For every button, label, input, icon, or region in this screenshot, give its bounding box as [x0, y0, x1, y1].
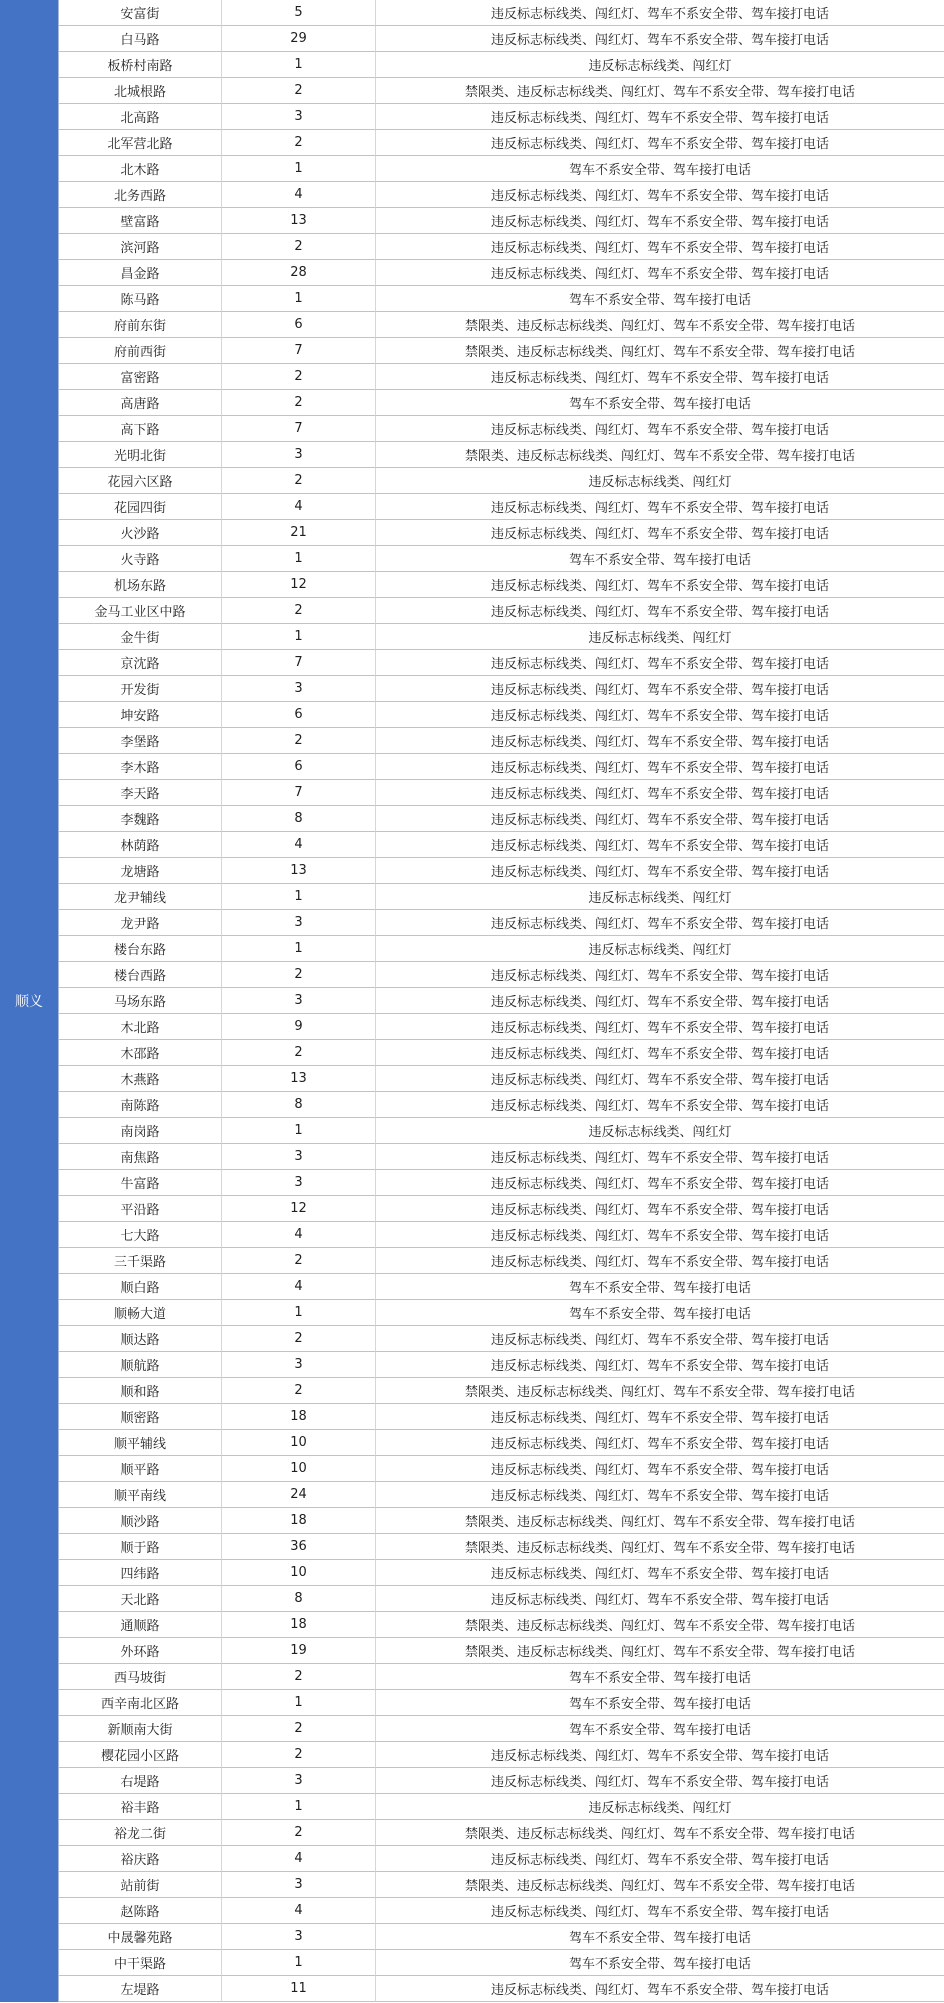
violation-count-cell: 8: [222, 806, 376, 832]
road-name-cell: 金马工业区中路: [59, 598, 222, 624]
violation-types-cell: 驾车不系安全带、驾车接打电话: [376, 1924, 944, 1950]
violation-count-cell: 1: [222, 1950, 376, 1976]
violation-types-cell: 违反标志标线类、闯红灯、驾车不系安全带、驾车接打电话: [376, 1092, 944, 1118]
violation-count-cell: 10: [222, 1456, 376, 1482]
road-name-cell: 顺于路: [59, 1534, 222, 1560]
violation-count-cell: 2: [222, 364, 376, 390]
road-name-cell: 龙尹辅线: [59, 884, 222, 910]
violation-types-cell: 禁限类、违反标志标线类、闯红灯、驾车不系安全带、驾车接打电话: [376, 312, 944, 338]
road-name-cell: 顺和路: [59, 1378, 222, 1404]
violation-count-cell: 4: [222, 1274, 376, 1300]
road-name-cell: 光明北街: [59, 442, 222, 468]
violation-count-cell: 2: [222, 1820, 376, 1846]
violation-count-cell: 1: [222, 52, 376, 78]
violation-types-cell: 违反标志标线类、闯红灯、驾车不系安全带、驾车接打电话: [376, 858, 944, 884]
road-name-cell: 白马路: [59, 26, 222, 52]
violation-count-cell: 8: [222, 1092, 376, 1118]
road-name-cell: 花园六区路: [59, 468, 222, 494]
violation-count-cell: 1: [222, 1300, 376, 1326]
violation-types-cell: 违反标志标线类、闯红灯、驾车不系安全带、驾车接打电话: [376, 806, 944, 832]
violation-count-cell: 1: [222, 884, 376, 910]
violation-count-cell: 2: [222, 1326, 376, 1352]
road-name-cell: 顺密路: [59, 1404, 222, 1430]
road-name-cell: 北军营北路: [59, 130, 222, 156]
violation-types-cell: 违反标志标线类、闯红灯、驾车不系安全带、驾车接打电话: [376, 702, 944, 728]
violation-count-cell: 3: [222, 442, 376, 468]
violation-types-cell: 违反标志标线类、闯红灯、驾车不系安全带、驾车接打电话: [376, 1742, 944, 1768]
violation-types-cell: 违反标志标线类、闯红灯: [376, 624, 944, 650]
violation-count-cell: 24: [222, 1482, 376, 1508]
road-name-cell: 板桥村南路: [59, 52, 222, 78]
road-name-cell: 右堤路: [59, 1768, 222, 1794]
violation-count-cell: 7: [222, 650, 376, 676]
district-cell: 顺义: [0, 0, 59, 2002]
road-name-cell: 李堡路: [59, 728, 222, 754]
road-name-cell: 李天路: [59, 780, 222, 806]
violation-count-cell: 6: [222, 754, 376, 780]
violation-types-cell: 违反标志标线类、闯红灯、驾车不系安全带、驾车接打电话: [376, 1976, 944, 2002]
violation-types-cell: 驾车不系安全带、驾车接打电话: [376, 1950, 944, 1976]
violation-count-cell: 4: [222, 494, 376, 520]
violation-types-cell: 违反标志标线类、闯红灯、驾车不系安全带、驾车接打电话: [376, 1040, 944, 1066]
road-name-cell: 南岗路: [59, 1118, 222, 1144]
violation-types-cell: 禁限类、违反标志标线类、闯红灯、驾车不系安全带、驾车接打电话: [376, 1612, 944, 1638]
road-name-cell: 安富街: [59, 0, 222, 26]
violation-count-cell: 6: [222, 702, 376, 728]
violation-count-cell: 1: [222, 624, 376, 650]
violation-types-cell: 违反标志标线类、闯红灯、驾车不系安全带、驾车接打电话: [376, 104, 944, 130]
road-name-cell: 顺白路: [59, 1274, 222, 1300]
violation-count-cell: 1: [222, 286, 376, 312]
violation-types-cell: 违反标志标线类、闯红灯、驾车不系安全带、驾车接打电话: [376, 208, 944, 234]
violation-types-cell: 驾车不系安全带、驾车接打电话: [376, 1274, 944, 1300]
road-name-cell: 林荫路: [59, 832, 222, 858]
road-name-cell: 李魏路: [59, 806, 222, 832]
road-name-cell: 机场东路: [59, 572, 222, 598]
violation-count-cell: 2: [222, 390, 376, 416]
road-name-cell: 坤安路: [59, 702, 222, 728]
violation-types-cell: 禁限类、违反标志标线类、闯红灯、驾车不系安全带、驾车接打电话: [376, 442, 944, 468]
road-name-cell: 府前东街: [59, 312, 222, 338]
violation-count-cell: 13: [222, 208, 376, 234]
violation-count-cell: 2: [222, 234, 376, 260]
road-name-cell: 中干渠路: [59, 1950, 222, 1976]
road-name-cell: 李木路: [59, 754, 222, 780]
road-name-cell: 壁富路: [59, 208, 222, 234]
road-name-cell: 楼台西路: [59, 962, 222, 988]
violation-count-cell: 1: [222, 156, 376, 182]
violation-types-cell: 禁限类、违反标志标线类、闯红灯、驾车不系安全带、驾车接打电话: [376, 1378, 944, 1404]
violation-types-cell: 违反标志标线类、闯红灯: [376, 468, 944, 494]
road-name-cell: 顺平路: [59, 1456, 222, 1482]
road-name-cell: 顺沙路: [59, 1508, 222, 1534]
violation-types-cell: 违反标志标线类、闯红灯、驾车不系安全带、驾车接打电话: [376, 754, 944, 780]
violation-types-cell: 禁限类、违反标志标线类、闯红灯、驾车不系安全带、驾车接打电话: [376, 1534, 944, 1560]
violation-types-cell: 违反标志标线类、闯红灯、驾车不系安全带、驾车接打电话: [376, 26, 944, 52]
violation-types-cell: 违反标志标线类、闯红灯: [376, 936, 944, 962]
violation-count-cell: 2: [222, 1248, 376, 1274]
violation-types-cell: 禁限类、违反标志标线类、闯红灯、驾车不系安全带、驾车接打电话: [376, 338, 944, 364]
violation-count-cell: 36: [222, 1534, 376, 1560]
violation-count-cell: 2: [222, 1664, 376, 1690]
road-name-cell: 左堤路: [59, 1976, 222, 2002]
violation-count-cell: 3: [222, 1768, 376, 1794]
violation-count-cell: 3: [222, 1924, 376, 1950]
road-name-cell: 高下路: [59, 416, 222, 442]
road-name-cell: 顺畅大道: [59, 1300, 222, 1326]
violation-types-cell: 驾车不系安全带、驾车接打电话: [376, 1690, 944, 1716]
violation-count-cell: 28: [222, 260, 376, 286]
violation-count-cell: 11: [222, 1976, 376, 2002]
violation-types-cell: 违反标志标线类、闯红灯、驾车不系安全带、驾车接打电话: [376, 1222, 944, 1248]
road-name-cell: 顺平辅线: [59, 1430, 222, 1456]
road-name-cell: 金牛街: [59, 624, 222, 650]
violation-types-cell: 违反标志标线类、闯红灯、驾车不系安全带、驾车接打电话: [376, 598, 944, 624]
violation-types-cell: 违反标志标线类、闯红灯、驾车不系安全带、驾车接打电话: [376, 1404, 944, 1430]
violation-count-cell: 2: [222, 1716, 376, 1742]
road-name-cell: 府前西街: [59, 338, 222, 364]
violation-count-cell: 5: [222, 0, 376, 26]
road-name-cell: 富密路: [59, 364, 222, 390]
road-name-cell: 木北路: [59, 1014, 222, 1040]
violation-count-cell: 7: [222, 338, 376, 364]
violation-types-cell: 违反标志标线类、闯红灯、驾车不系安全带、驾车接打电话: [376, 182, 944, 208]
violation-count-cell: 1: [222, 1118, 376, 1144]
violation-types-cell: 禁限类、违反标志标线类、闯红灯、驾车不系安全带、驾车接打电话: [376, 1508, 944, 1534]
road-name-cell: 滨河路: [59, 234, 222, 260]
violation-count-cell: 10: [222, 1430, 376, 1456]
road-name-cell: 龙塘路: [59, 858, 222, 884]
violation-types-cell: 驾车不系安全带、驾车接打电话: [376, 1300, 944, 1326]
violation-types-cell: 违反标志标线类、闯红灯: [376, 1794, 944, 1820]
violation-types-cell: 违反标志标线类、闯红灯: [376, 52, 944, 78]
violation-count-cell: 2: [222, 468, 376, 494]
road-name-cell: 平沿路: [59, 1196, 222, 1222]
road-name-cell: 高唐路: [59, 390, 222, 416]
violation-types-cell: 违反标志标线类、闯红灯: [376, 1118, 944, 1144]
violation-types-cell: 违反标志标线类、闯红灯、驾车不系安全带、驾车接打电话: [376, 1430, 944, 1456]
violation-count-cell: 4: [222, 1898, 376, 1924]
violation-types-cell: 违反标志标线类、闯红灯、驾车不系安全带、驾车接打电话: [376, 1560, 944, 1586]
violation-count-cell: 29: [222, 26, 376, 52]
road-name-cell: 北高路: [59, 104, 222, 130]
violation-count-cell: 3: [222, 910, 376, 936]
violation-count-cell: 13: [222, 1066, 376, 1092]
violation-types-cell: 违反标志标线类、闯红灯、驾车不系安全带、驾车接打电话: [376, 260, 944, 286]
violation-types-cell: 违反标志标线类、闯红灯、驾车不系安全带、驾车接打电话: [376, 1326, 944, 1352]
road-name-cell: 顺达路: [59, 1326, 222, 1352]
violation-types-cell: 违反标志标线类、闯红灯、驾车不系安全带、驾车接打电话: [376, 728, 944, 754]
road-name-cell: 开发街: [59, 676, 222, 702]
violation-types-cell: 违反标志标线类、闯红灯、驾车不系安全带、驾车接打电话: [376, 1352, 944, 1378]
violation-types-cell: 禁限类、违反标志标线类、闯红灯、驾车不系安全带、驾车接打电话: [376, 1820, 944, 1846]
violation-types-cell: 违反标志标线类、闯红灯、驾车不系安全带、驾车接打电话: [376, 364, 944, 390]
violation-types-cell: 违反标志标线类、闯红灯、驾车不系安全带、驾车接打电话: [376, 1846, 944, 1872]
violation-count-cell: 3: [222, 1352, 376, 1378]
violation-types-cell: 违反标志标线类、闯红灯、驾车不系安全带、驾车接打电话: [376, 1456, 944, 1482]
road-name-cell: 裕庆路: [59, 1846, 222, 1872]
road-name-cell: 西马坡街: [59, 1664, 222, 1690]
violation-types-cell: 违反标志标线类、闯红灯、驾车不系安全带、驾车接打电话: [376, 780, 944, 806]
violation-types-cell: 驾车不系安全带、驾车接打电话: [376, 546, 944, 572]
road-name-cell: 樱花园小区路: [59, 1742, 222, 1768]
violation-types-cell: 违反标志标线类、闯红灯、驾车不系安全带、驾车接打电话: [376, 416, 944, 442]
road-name-cell: 北城根路: [59, 78, 222, 104]
violation-count-cell: 1: [222, 1794, 376, 1820]
violation-count-cell: 18: [222, 1404, 376, 1430]
violation-types-cell: 违反标志标线类、闯红灯、驾车不系安全带、驾车接打电话: [376, 1482, 944, 1508]
road-name-cell: 外环路: [59, 1638, 222, 1664]
violation-count-cell: 1: [222, 546, 376, 572]
road-name-cell: 通顺路: [59, 1612, 222, 1638]
road-name-cell: 龙尹路: [59, 910, 222, 936]
road-name-cell: 北木路: [59, 156, 222, 182]
road-name-cell: 赵陈路: [59, 1898, 222, 1924]
road-name-cell: 裕龙二街: [59, 1820, 222, 1846]
road-name-cell: 北务西路: [59, 182, 222, 208]
violation-count-cell: 2: [222, 1040, 376, 1066]
violation-types-cell: 违反标志标线类、闯红灯、驾车不系安全带、驾车接打电话: [376, 650, 944, 676]
violation-count-cell: 3: [222, 1170, 376, 1196]
violation-types-cell: 禁限类、违反标志标线类、闯红灯、驾车不系安全带、驾车接打电话: [376, 78, 944, 104]
violation-count-cell: 1: [222, 1690, 376, 1716]
road-name-cell: 中晟馨苑路: [59, 1924, 222, 1950]
violation-count-cell: 4: [222, 832, 376, 858]
violation-types-cell: 驾车不系安全带、驾车接打电话: [376, 390, 944, 416]
violation-types-cell: 违反标志标线类、闯红灯、驾车不系安全带、驾车接打电话: [376, 988, 944, 1014]
violation-count-cell: 1: [222, 936, 376, 962]
violation-types-cell: 驾车不系安全带、驾车接打电话: [376, 1716, 944, 1742]
violation-types-cell: 违反标志标线类、闯红灯、驾车不系安全带、驾车接打电话: [376, 676, 944, 702]
violation-count-cell: 12: [222, 572, 376, 598]
road-name-cell: 新顺南大街: [59, 1716, 222, 1742]
violation-types-cell: 违反标志标线类、闯红灯、驾车不系安全带、驾车接打电话: [376, 520, 944, 546]
road-name-cell: 火寺路: [59, 546, 222, 572]
violation-count-cell: 13: [222, 858, 376, 884]
violation-types-cell: 违反标志标线类、闯红灯、驾车不系安全带、驾车接打电话: [376, 1586, 944, 1612]
violation-types-cell: 违反标志标线类、闯红灯、驾车不系安全带、驾车接打电话: [376, 1196, 944, 1222]
violation-count-cell: 9: [222, 1014, 376, 1040]
violation-count-cell: 4: [222, 1846, 376, 1872]
violation-count-cell: 4: [222, 182, 376, 208]
violation-count-cell: 2: [222, 78, 376, 104]
violation-types-cell: 违反标志标线类、闯红灯、驾车不系安全带、驾车接打电话: [376, 832, 944, 858]
violation-count-cell: 3: [222, 1144, 376, 1170]
violation-count-cell: 6: [222, 312, 376, 338]
violation-count-cell: 18: [222, 1612, 376, 1638]
violation-count-cell: 19: [222, 1638, 376, 1664]
violation-types-cell: 违反标志标线类、闯红灯、驾车不系安全带、驾车接打电话: [376, 1014, 944, 1040]
road-name-cell: 陈马路: [59, 286, 222, 312]
road-name-cell: 木邵路: [59, 1040, 222, 1066]
road-name-cell: 火沙路: [59, 520, 222, 546]
road-name-cell: 三千渠路: [59, 1248, 222, 1274]
road-name-cell: 四纬路: [59, 1560, 222, 1586]
violation-count-cell: 18: [222, 1508, 376, 1534]
violation-count-cell: 8: [222, 1586, 376, 1612]
violation-types-cell: 违反标志标线类、闯红灯、驾车不系安全带、驾车接打电话: [376, 130, 944, 156]
violation-count-cell: 2: [222, 130, 376, 156]
road-name-cell: 南焦路: [59, 1144, 222, 1170]
road-name-cell: 天北路: [59, 1586, 222, 1612]
violation-count-cell: 2: [222, 728, 376, 754]
violation-types-cell: 违反标志标线类、闯红灯、驾车不系安全带、驾车接打电话: [376, 234, 944, 260]
violation-types-cell: 违反标志标线类、闯红灯、驾车不系安全带、驾车接打电话: [376, 962, 944, 988]
violation-types-cell: 违反标志标线类、闯红灯、驾车不系安全带、驾车接打电话: [376, 1144, 944, 1170]
violation-count-cell: 4: [222, 1222, 376, 1248]
road-name-cell: 南陈路: [59, 1092, 222, 1118]
road-name-cell: 裕丰路: [59, 1794, 222, 1820]
violation-types-cell: 违反标志标线类、闯红灯: [376, 884, 944, 910]
road-name-cell: 七大路: [59, 1222, 222, 1248]
road-name-cell: 站前街: [59, 1872, 222, 1898]
road-name-cell: 花园四街: [59, 494, 222, 520]
violation-types-cell: 违反标志标线类、闯红灯、驾车不系安全带、驾车接打电话: [376, 0, 944, 26]
violation-types-cell: 禁限类、违反标志标线类、闯红灯、驾车不系安全带、驾车接打电话: [376, 1872, 944, 1898]
violation-count-cell: 3: [222, 988, 376, 1014]
violation-types-cell: 违反标志标线类、闯红灯、驾车不系安全带、驾车接打电话: [376, 572, 944, 598]
violation-count-cell: 2: [222, 1742, 376, 1768]
road-name-cell: 楼台东路: [59, 936, 222, 962]
violation-types-cell: 违反标志标线类、闯红灯、驾车不系安全带、驾车接打电话: [376, 1170, 944, 1196]
violation-types-cell: 违反标志标线类、闯红灯、驾车不系安全带、驾车接打电话: [376, 1066, 944, 1092]
road-name-cell: 牛富路: [59, 1170, 222, 1196]
violation-count-cell: 3: [222, 104, 376, 130]
violation-types-cell: 驾车不系安全带、驾车接打电话: [376, 1664, 944, 1690]
violation-count-cell: 2: [222, 962, 376, 988]
violation-types-cell: 违反标志标线类、闯红灯、驾车不系安全带、驾车接打电话: [376, 1248, 944, 1274]
violation-types-cell: 禁限类、违反标志标线类、闯红灯、驾车不系安全带、驾车接打电话: [376, 1638, 944, 1664]
violation-types-cell: 驾车不系安全带、驾车接打电话: [376, 286, 944, 312]
road-name-cell: 顺航路: [59, 1352, 222, 1378]
violation-types-cell: 违反标志标线类、闯红灯、驾车不系安全带、驾车接打电话: [376, 1898, 944, 1924]
road-name-cell: 马场东路: [59, 988, 222, 1014]
violation-count-cell: 3: [222, 676, 376, 702]
violation-count-cell: 7: [222, 780, 376, 806]
road-name-cell: 顺平南线: [59, 1482, 222, 1508]
road-name-cell: 京沈路: [59, 650, 222, 676]
violation-types-cell: 驾车不系安全带、驾车接打电话: [376, 156, 944, 182]
violation-count-cell: 3: [222, 1872, 376, 1898]
violation-types-cell: 违反标志标线类、闯红灯、驾车不系安全带、驾车接打电话: [376, 910, 944, 936]
road-name-cell: 木燕路: [59, 1066, 222, 1092]
violation-types-cell: 违反标志标线类、闯红灯、驾车不系安全带、驾车接打电话: [376, 494, 944, 520]
violation-count-cell: 10: [222, 1560, 376, 1586]
road-name-cell: 昌金路: [59, 260, 222, 286]
violation-types-cell: 违反标志标线类、闯红灯、驾车不系安全带、驾车接打电话: [376, 1768, 944, 1794]
violation-count-cell: 7: [222, 416, 376, 442]
road-name-cell: 西辛南北区路: [59, 1690, 222, 1716]
violation-count-cell: 21: [222, 520, 376, 546]
violation-count-cell: 2: [222, 1378, 376, 1404]
violation-count-cell: 2: [222, 598, 376, 624]
violation-count-cell: 12: [222, 1196, 376, 1222]
